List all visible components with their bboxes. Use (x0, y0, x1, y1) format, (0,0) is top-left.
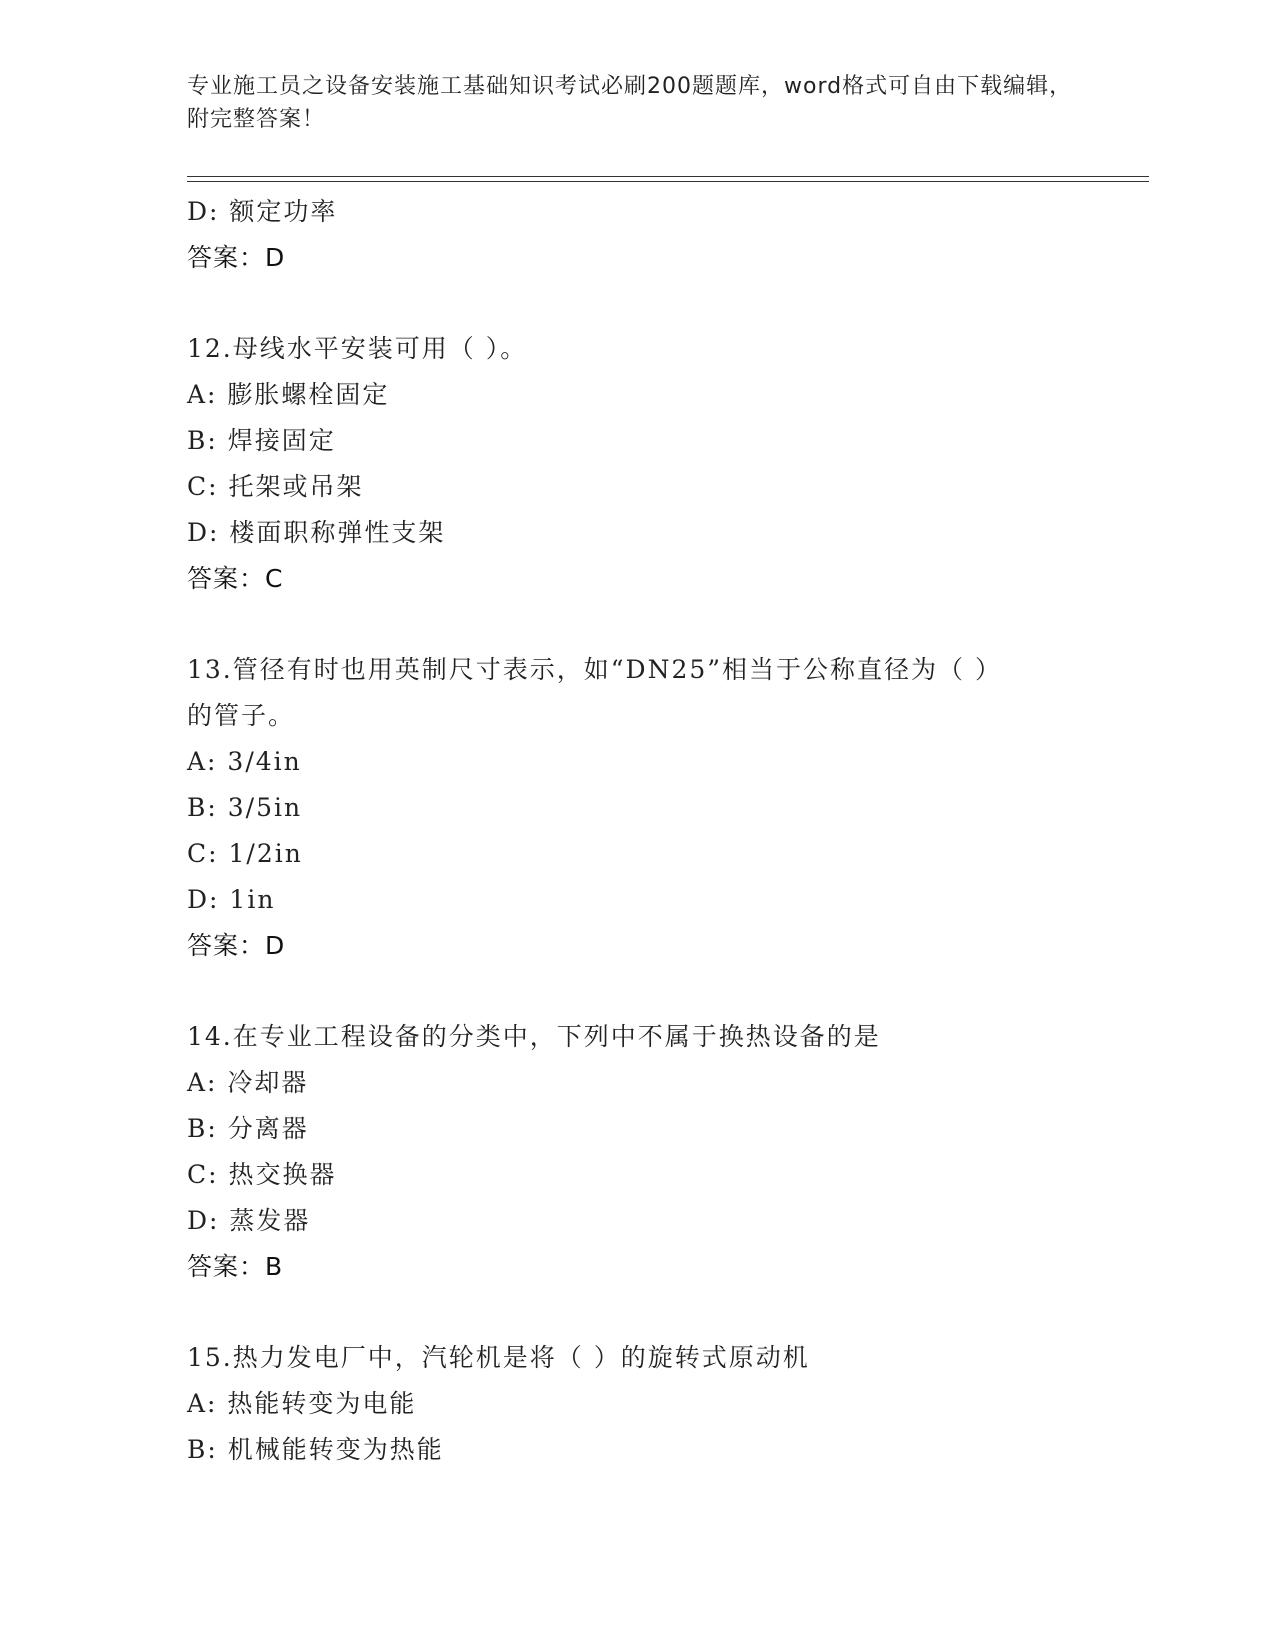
option-item: C: 托架或吊架 (187, 472, 364, 501)
document-header-title: 专业施工员之设备安装施工基础知识考试必刷200题题库，word格式可自由下载编辑，附完整答案！ (187, 74, 1073, 132)
question-block (187, 1014, 1087, 1290)
option-item: A: 热能转变为电能 (187, 1389, 417, 1418)
option-item: C: 1/2in (187, 839, 303, 868)
question-stem: 14.在专业工程设备的分类中，下列中不属于换热设备的是 (187, 1022, 881, 1051)
option-item: B: 机械能转变为热能 (187, 1435, 444, 1464)
question-list (187, 189, 1087, 1473)
question-stem: 15.热力发电厂中，汽轮机是将（ ）的旋转式原动机 (187, 1343, 810, 1372)
option-item: D: 1in (187, 885, 276, 914)
option-item: C: 热交换器 (187, 1160, 337, 1189)
question-block (187, 647, 1087, 969)
spacer (187, 1290, 1087, 1335)
answer-label: 答案：B (187, 1252, 284, 1281)
question-block (187, 1335, 1087, 1473)
option-item: A: 3/4in (187, 747, 302, 776)
question-block (187, 326, 1087, 602)
option-item: D: 楼面职称弹性支架 (187, 518, 446, 547)
option-item: A: 膨胀螺栓固定 (187, 380, 390, 409)
option-item: A: 冷却器 (187, 1068, 309, 1097)
question-stem: 12.母线水平安装可用（ ）。 (187, 334, 528, 363)
option-item: B: 焊接固定 (187, 426, 336, 455)
option-item: D: 蒸发器 (187, 1206, 311, 1235)
spacer (187, 602, 1087, 647)
answer-label: 答案：D (187, 931, 286, 960)
question-stem: 13.管径有时也用英制尺寸表示，如“DN25”相当于公称直径为（ ）的管子。 (187, 655, 1002, 730)
answer-label: 答案：C (187, 564, 284, 593)
spacer (187, 969, 1087, 1014)
option-item: B: 3/5in (187, 793, 303, 822)
option-item: B: 分离器 (187, 1114, 309, 1143)
spacer (187, 281, 1087, 326)
option-item: D: 额定功率 (187, 197, 338, 226)
header-divider (187, 176, 1149, 182)
answer-label: 答案：D (187, 243, 286, 272)
